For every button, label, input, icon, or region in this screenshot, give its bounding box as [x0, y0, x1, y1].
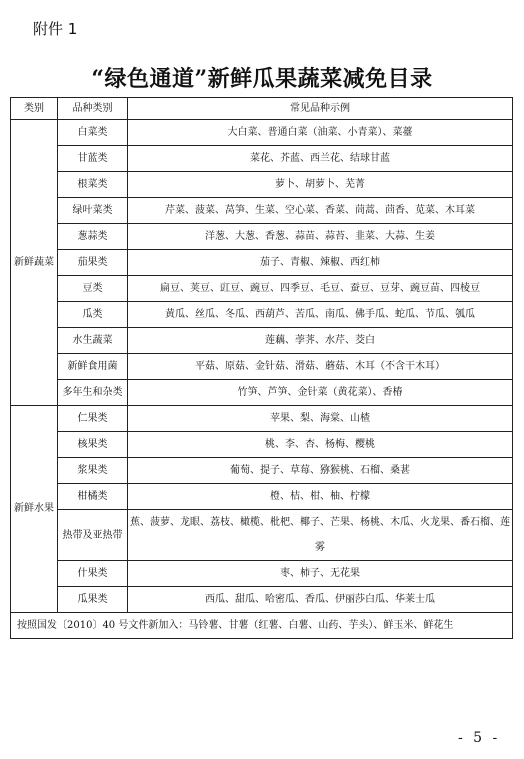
variety-cell: 仁果类	[58, 406, 128, 432]
examples-cell: 竹笋、芦笋、金针菜（黄花菜）、香椿	[128, 380, 513, 406]
category-cell: 新鲜水果	[11, 406, 58, 613]
footnote-row	[11, 613, 513, 639]
category-cell: 新鲜蔬菜	[11, 120, 58, 406]
examples-cell: 平菇、原菇、金针菇、滑菇、蘑菇、木耳（不含干木耳）	[128, 354, 513, 380]
produce-list-table	[10, 97, 513, 639]
variety-cell: 茄果类	[58, 250, 128, 276]
table-row	[11, 406, 513, 432]
table-row	[11, 198, 513, 224]
examples-cell: 芹菜、菠菜、莴笋、生菜、空心菜、香菜、茼蒿、茴香、苋菜、木耳菜	[128, 198, 513, 224]
footnote: 按照国发〔2010〕40 号文件新加入：马铃薯、甘薯（红薯、白薯、山药、芋头）、鲜玉米、鲜花生	[11, 613, 513, 639]
examples-cell: 蕉、菠萝、龙眼、荔枝、橄榄、枇杷、椰子、芒果、杨桃、木瓜、火龙果、番石榴、莲雾	[128, 510, 513, 561]
variety-cell: 什果类	[58, 561, 128, 587]
table-row	[11, 587, 513, 613]
examples-cell: 葡萄、提子、草莓、猕猴桃、石榴、桑葚	[128, 458, 513, 484]
table-row	[11, 250, 513, 276]
header-category: 类别	[11, 98, 58, 120]
variety-cell: 根菜类	[58, 172, 128, 198]
page-number: - 5 -	[458, 730, 501, 746]
page-title: “绿色通道”新鲜瓜果蔬菜减免目录	[91, 66, 433, 92]
attachment-label: 附件 1	[33, 20, 78, 38]
table-row	[11, 224, 513, 250]
examples-cell: 黄瓜、丝瓜、冬瓜、西葫芦、苦瓜、南瓜、佛手瓜、蛇瓜、节瓜、瓠瓜	[128, 302, 513, 328]
table-row	[11, 432, 513, 458]
examples-cell: 萝卜、胡萝卜、芜菁	[128, 172, 513, 198]
table-row	[11, 146, 513, 172]
examples-cell: 莲藕、荸荠、水芹、茭白	[128, 328, 513, 354]
table-row	[11, 458, 513, 484]
table-row	[11, 302, 513, 328]
variety-cell: 甘蓝类	[58, 146, 128, 172]
table-row	[11, 510, 513, 561]
table-row	[11, 380, 513, 406]
variety-cell: 多年生和杂类	[58, 380, 128, 406]
header-variety: 品种类别	[58, 98, 128, 120]
variety-cell: 水生蔬菜	[58, 328, 128, 354]
examples-cell: 枣、柿子、无花果	[128, 561, 513, 587]
examples-cell: 菜花、芥蓝、西兰花、结球甘蓝	[128, 146, 513, 172]
table-row	[11, 354, 513, 380]
examples-cell: 茄子、青椒、辣椒、西红柿	[128, 250, 513, 276]
examples-cell: 橙、桔、柑、柚、柠檬	[128, 484, 513, 510]
table-row	[11, 561, 513, 587]
table-row	[11, 484, 513, 510]
table-header-row	[11, 98, 513, 120]
examples-cell: 西瓜、甜瓜、哈密瓜、香瓜、伊丽莎白瓜、华莱士瓜	[128, 587, 513, 613]
table-row	[11, 328, 513, 354]
variety-cell: 柑橘类	[58, 484, 128, 510]
variety-cell: 白菜类	[58, 120, 128, 146]
variety-cell: 葱蒜类	[58, 224, 128, 250]
variety-cell: 瓜类	[58, 302, 128, 328]
variety-cell: 绿叶菜类	[58, 198, 128, 224]
variety-cell: 瓜果类	[58, 587, 128, 613]
examples-cell: 洋葱、大葱、香葱、蒜苗、蒜苔、韭菜、大蒜、生姜	[128, 224, 513, 250]
examples-cell: 扁豆、荚豆、豇豆、豌豆、四季豆、毛豆、蚕豆、豆芽、豌豆苗、四棱豆	[128, 276, 513, 302]
variety-cell: 豆类	[58, 276, 128, 302]
variety-cell: 热带及亚热带	[58, 510, 128, 561]
variety-cell: 新鲜食用菌	[58, 354, 128, 380]
table-row	[11, 276, 513, 302]
examples-cell: 苹果、梨、海棠、山楂	[128, 406, 513, 432]
examples-cell: 大白菜、普通白菜（油菜、小青菜）、菜薹	[128, 120, 513, 146]
examples-cell: 桃、李、杏、杨梅、樱桃	[128, 432, 513, 458]
variety-cell: 浆果类	[58, 458, 128, 484]
variety-cell: 核果类	[58, 432, 128, 458]
table-row	[11, 172, 513, 198]
table-row	[11, 120, 513, 146]
header-examples: 常见品种示例	[128, 98, 513, 120]
